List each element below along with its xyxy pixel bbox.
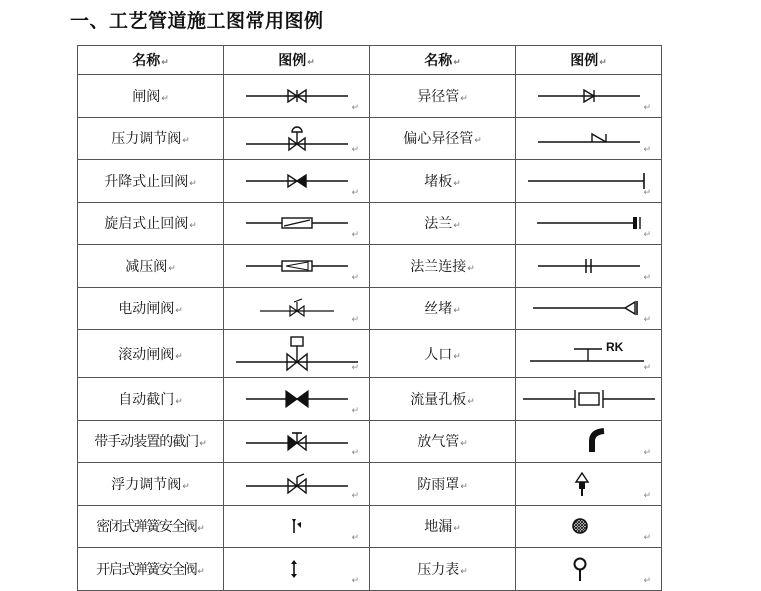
symbol-name: 异径管↵ <box>370 75 516 118</box>
vent-pipe-icon <box>534 427 644 455</box>
symbol-cell: ↵ <box>224 548 370 591</box>
open-spring-safety-valve-icon <box>242 556 352 582</box>
manhole-icon <box>526 339 652 369</box>
symbol-cell: ↵ <box>516 420 662 463</box>
symbol-name: 流量孔板↵ <box>370 378 516 421</box>
table-row <box>78 117 662 160</box>
symbol-cell: ↵ <box>516 548 662 591</box>
symbol-name: 减压阀↵ <box>78 245 224 288</box>
symbol-name: 偏心异径管↵ <box>370 117 516 160</box>
symbol-cell: ↵ <box>516 202 662 245</box>
symbol-cell: ↵ <box>224 202 370 245</box>
header-label: 图例 <box>278 53 307 69</box>
symbol-cell <box>516 378 662 421</box>
symbol-name: 丝堵↵ <box>370 287 516 330</box>
symbol-cell: ↵ <box>516 463 662 506</box>
lift-check-valve-icon <box>242 169 352 193</box>
header-name-left <box>78 46 224 75</box>
symbol-name: 压力调节阀↵ <box>78 117 224 160</box>
header-name-right <box>370 46 516 75</box>
table-row <box>78 330 662 378</box>
symbol-cell: ↵ <box>516 505 662 548</box>
symbol-cell: ↵ <box>516 160 662 203</box>
motor-gate-valve-icon <box>242 295 352 321</box>
symbol-name: 密闭式弹簧安全阀↵ <box>78 505 224 548</box>
header-label: 名称 <box>424 53 453 69</box>
header-label: 名称 <box>132 53 161 69</box>
symbol-name: 浮力调节阀↵ <box>78 463 224 506</box>
pressure-reducing-valve-icon <box>242 254 352 278</box>
symbol-name: 电动闸阀↵ <box>78 287 224 330</box>
float-regulating-valve-icon <box>242 471 352 497</box>
manhole-label: RK <box>605 339 623 354</box>
manual-stop-valve-icon <box>242 428 352 454</box>
pressure-regulating-valve-icon <box>242 122 352 154</box>
symbol-name: 人口↵ <box>370 330 516 378</box>
symbol-name: 闸阀↵ <box>78 75 224 118</box>
automatic-stop-valve-icon <box>242 387 352 411</box>
flange-connection-icon <box>534 254 644 278</box>
header-label: 图例 <box>570 53 599 69</box>
symbol-name: 开启式弹簧安全阀↵ <box>78 548 224 591</box>
symbol-cell: ↵ <box>224 463 370 506</box>
symbol-cell: ↵ <box>224 330 370 378</box>
symbol-name: 放气管↵ <box>370 420 516 463</box>
symbol-cell: ↵ <box>224 245 370 288</box>
table-row <box>78 505 662 548</box>
symbol-cell: RK ↵ <box>516 330 662 378</box>
symbol-cell: ↵ <box>516 75 662 118</box>
symbol-cell: ↵ <box>516 287 662 330</box>
symbol-cell: ↵ <box>516 245 662 288</box>
symbol-name: 地漏↵ <box>370 505 516 548</box>
symbol-cell: ↵ <box>224 75 370 118</box>
symbol-cell: ↵ <box>224 505 370 548</box>
plug-icon <box>529 296 649 320</box>
rain-cap-icon <box>534 470 644 498</box>
page-title: 一、工艺管道施工图常用图例 <box>70 10 324 32</box>
eccentric-reducer-icon <box>534 126 644 150</box>
symbol-name: 滚动闸阀↵ <box>78 330 224 378</box>
table-row <box>78 378 662 421</box>
symbol-name: 带手动装置的截门↵ <box>78 420 224 463</box>
symbol-name: 压力表↵ <box>370 548 516 591</box>
table-row <box>78 463 662 506</box>
symbol-name: 堵板↵ <box>370 160 516 203</box>
table-row <box>78 420 662 463</box>
rolling-gate-valve-icon <box>232 334 362 374</box>
floor-drain-icon <box>534 513 644 539</box>
symbol-cell: ↵ <box>224 287 370 330</box>
symbol-cell: ↵ <box>224 117 370 160</box>
header-legend-right <box>516 46 662 75</box>
header-legend-left <box>224 46 370 75</box>
closed-spring-safety-valve-icon <box>242 513 352 539</box>
flange-icon <box>529 211 649 235</box>
symbol-name: 旋启式止回阀↵ <box>78 202 224 245</box>
legend-table <box>77 45 662 591</box>
paragraph-mark-icon: ↵ <box>161 58 169 68</box>
symbol-cell: ↵ <box>224 160 370 203</box>
table-row <box>78 548 662 591</box>
symbol-name: 升降式止回阀↵ <box>78 160 224 203</box>
paragraph-mark-icon: ↵ <box>453 58 461 68</box>
paragraph-mark-icon: ↵ <box>599 58 607 68</box>
swing-check-valve-icon <box>242 211 352 235</box>
symbol-cell: ↵ <box>516 117 662 160</box>
blind-plate-icon <box>524 169 654 193</box>
symbol-cell: ↵ <box>224 420 370 463</box>
symbol-name: 自动截门↵ <box>78 378 224 421</box>
table-row <box>78 75 662 118</box>
orifice-plate-icon <box>519 386 659 412</box>
table-row <box>78 245 662 288</box>
symbol-name: 防雨罩↵ <box>370 463 516 506</box>
pressure-gauge-icon <box>534 555 644 583</box>
symbol-name: 法兰连接↵ <box>370 245 516 288</box>
table-row <box>78 202 662 245</box>
paragraph-mark-icon: ↵ <box>307 58 315 68</box>
symbol-cell: ↵ <box>224 378 370 421</box>
gate-valve-icon <box>242 84 352 108</box>
table-row <box>78 287 662 330</box>
symbol-name: 法兰↵ <box>370 202 516 245</box>
table-row <box>78 160 662 203</box>
table-header-row <box>78 46 662 75</box>
reducer-icon <box>534 84 644 108</box>
